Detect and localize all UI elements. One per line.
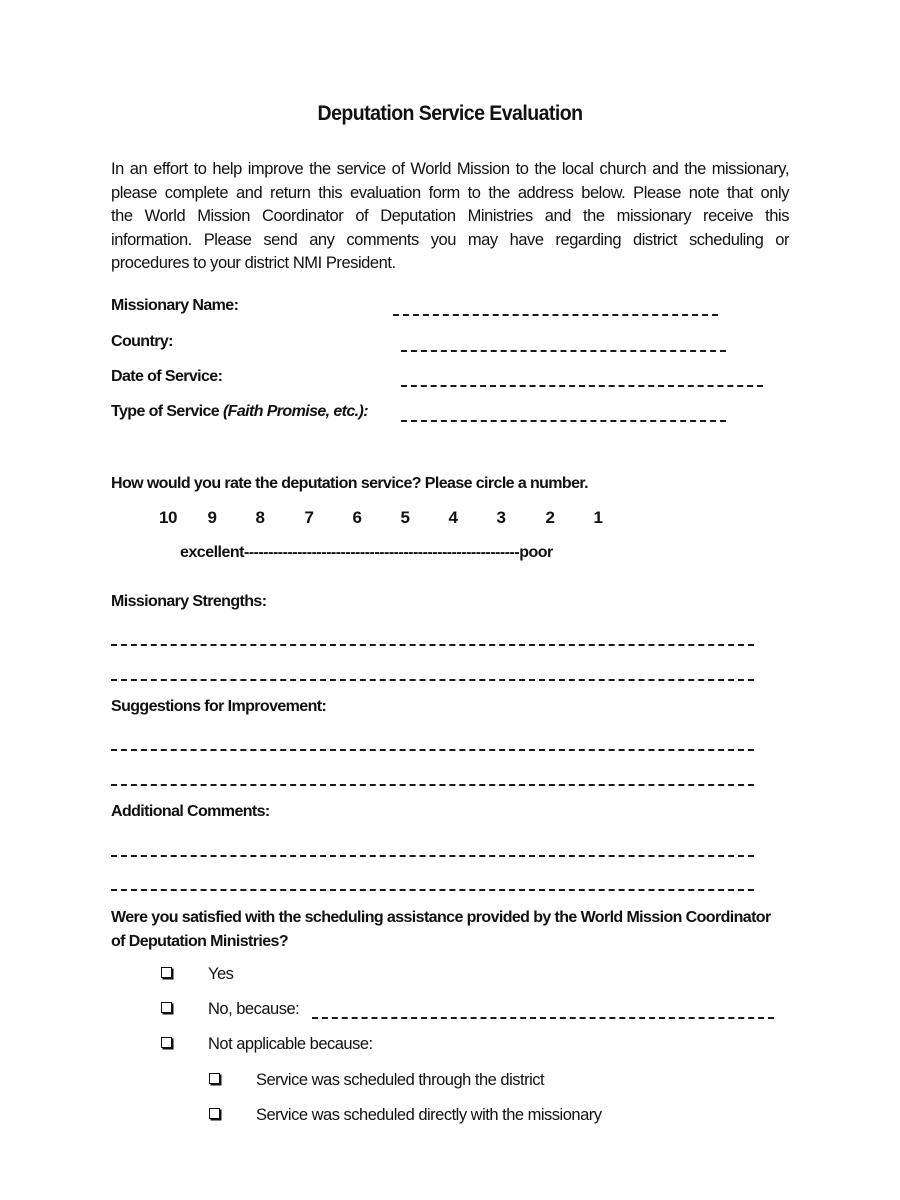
rating-option-10[interactable]: 10 [159, 508, 177, 527]
rating-scale-legend: excellent---------------------------------------------------------poor [180, 544, 553, 561]
rating-option-6[interactable]: 6 [352, 508, 362, 527]
type-of-service-hint: (Faith Promise, etc.): [222, 403, 368, 420]
checkbox-not-applicable[interactable] [161, 1037, 172, 1048]
improvement-line-2[interactable] [111, 784, 754, 786]
rating-option-3[interactable]: 3 [496, 508, 506, 527]
improvement-label: Suggestions for Improvement: [111, 698, 327, 715]
intro-line: information. Please send any comments you may have regarding district scheduling or [111, 230, 789, 249]
rating-option-1[interactable]: 1 [593, 508, 603, 527]
checkbox-yes[interactable] [161, 967, 172, 978]
intro-line: please complete and return this evaluation form to the address below. Please note that only [111, 183, 789, 202]
comments-line-2[interactable] [111, 889, 754, 891]
option-no-label: No, because: [208, 1000, 300, 1018]
missionary-name-label: Missionary Name: [111, 297, 239, 314]
comments-label: Additional Comments: [111, 803, 270, 820]
country-label: Country: [111, 333, 173, 350]
option-yes-label: Yes [208, 965, 234, 983]
type-of-service-text: Type of Service [111, 403, 223, 420]
option-scheduled-missionary-label: Service was scheduled directly with the missionary [256, 1106, 602, 1124]
date-of-service-field[interactable] [401, 385, 763, 387]
intro-line: the World Mission Coordinator of Deputation Ministries and the missionary receive this [111, 207, 789, 225]
rating-option-2[interactable]: 2 [545, 508, 555, 527]
checkbox-scheduled-district[interactable] [209, 1073, 220, 1084]
intro-paragraph [111, 158, 789, 276]
intro-line: In an effort to help improve the service of World Mission to the local church and the missionary, [111, 160, 789, 178]
comments-line-1[interactable] [111, 855, 754, 857]
no-because-field[interactable] [312, 1017, 774, 1019]
country-field[interactable] [401, 350, 726, 352]
page-title: Deputation Service Evaluation [317, 102, 583, 125]
option-scheduled-district-label: Service was scheduled through the district [256, 1071, 545, 1089]
strengths-line-2[interactable] [111, 679, 754, 681]
checkbox-no[interactable] [161, 1002, 172, 1013]
rating-option-5[interactable]: 5 [400, 508, 410, 527]
rating-question: How would you rate the deputation service? Please circle a number. [111, 475, 588, 492]
checkbox-scheduled-missionary[interactable] [209, 1108, 220, 1119]
type-of-service-label [111, 403, 368, 421]
satisfaction-question-line-2: of Deputation Ministries? [111, 933, 289, 950]
rating-option-8[interactable]: 8 [255, 508, 265, 527]
improvement-line-1[interactable] [111, 749, 754, 751]
rating-option-4[interactable]: 4 [448, 508, 458, 527]
strengths-line-1[interactable] [111, 644, 754, 646]
intro-line: procedures to your district NMI President. [111, 254, 396, 272]
rating-option-9[interactable]: 9 [207, 508, 217, 527]
missionary-name-field[interactable] [393, 314, 718, 316]
date-of-service-label: Date of Service: [111, 368, 223, 385]
option-not-applicable-label: Not applicable because: [208, 1035, 373, 1053]
satisfaction-question-line-1: Were you satisfied with the scheduling assistance provided by the World Mission Coordinator [111, 909, 771, 926]
rating-option-7[interactable]: 7 [304, 508, 314, 527]
strengths-label: Missionary Strengths: [111, 593, 267, 610]
type-of-service-field[interactable] [401, 420, 726, 422]
